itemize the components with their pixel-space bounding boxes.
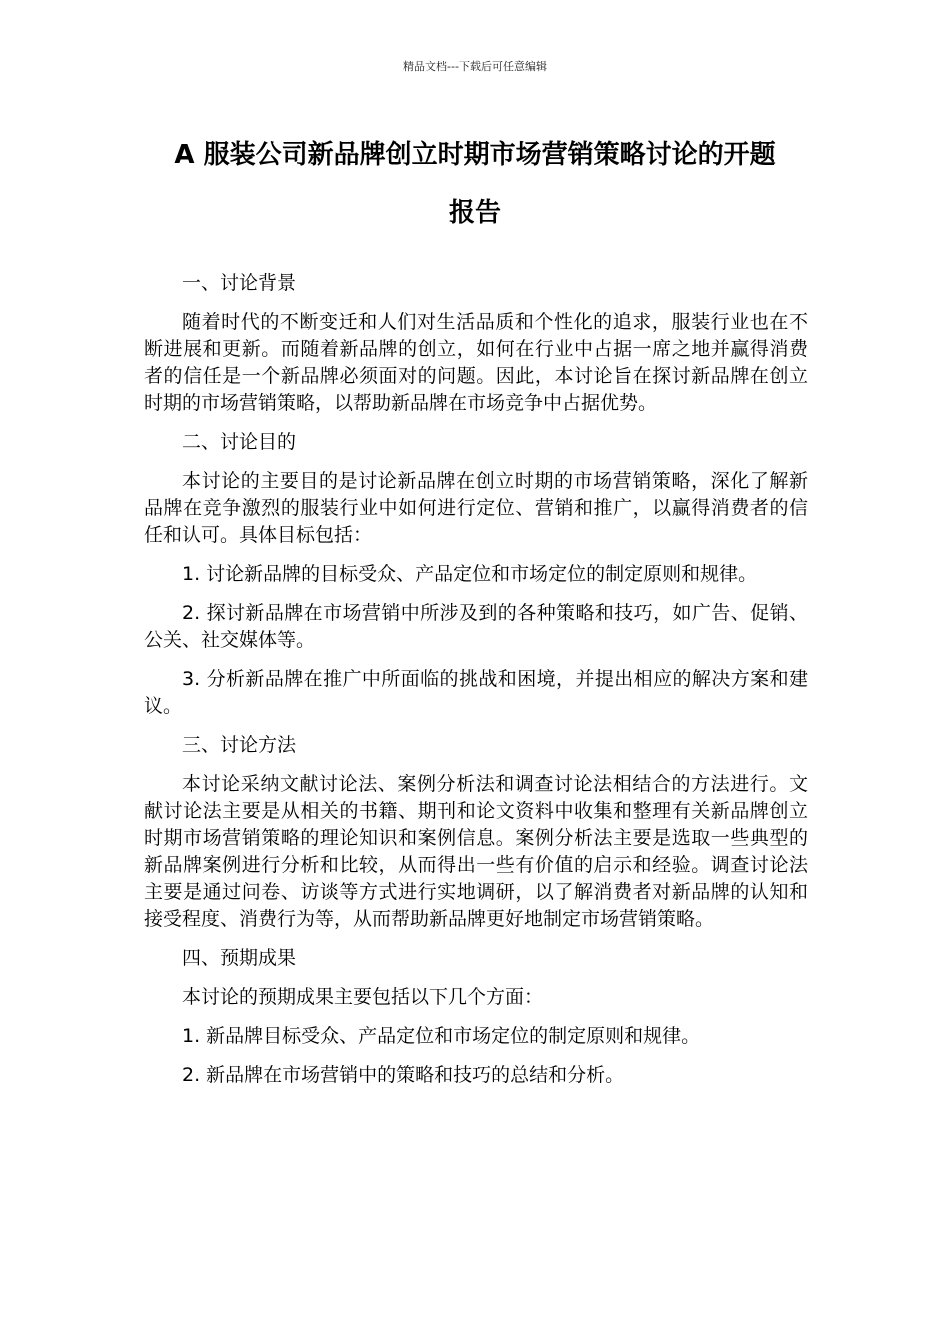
list-item-purpose-2: 2. 探讨新品牌在市场营销中所涉及到的各种策略和技巧，如广告、促销、公关、社交媒体等。: [144, 602, 808, 651]
list-item-outcome-1: 1. 新品牌目标受众、产品定位和市场定位的制定原则和规律。: [182, 1025, 701, 1047]
section-heading-method: 三、讨论方法: [182, 734, 297, 756]
section-heading-purpose: 二、讨论目的: [182, 431, 297, 453]
list-item-outcome-2: 2. 新品牌在市场营销中的策略和技巧的总结和分析。: [182, 1064, 625, 1086]
paragraph-method: 本讨论采纳文献讨论法、案例分析法和调查讨论法相结合的方法进行。文献讨论法主要是从相关的书籍、期刊和论文资料中收集和整理有关新品牌创立时期市场营销策略的理论知识和案例信息。案例分析法主要是选取一些典型的新品牌案例进行分析和比较，从而得出一些有价值的启示和经验。调查讨论法主要是通过问卷、访谈等方式进行实地调研，以了解消费者对新品牌的认知和接受程度、消费行为等，从而帮助新品牌更好地制定市场营销策略。: [144, 773, 808, 930]
list-item-purpose-3: 3. 分析新品牌在推广中所面临的挑战和困境，并提出相应的解决方案和建议。: [144, 668, 808, 717]
section-heading-background: 一、讨论背景: [182, 272, 297, 294]
paragraph-background: 随着时代的不断变迁和人们对生活品质和个性化的追求，服装行业也在不断进展和更新。而随着新品牌的创立，如何在行业中占据一席之地并赢得消费者的信任是一个新品牌必须面对的问题。因此，本讨论旨在探讨新品牌在创立时期的市场营销策略，以帮助新品牌在市场竞争中占据优势。: [144, 311, 808, 414]
paragraph-outcomes-intro: 本讨论的预期成果主要包括以下几个方面：: [182, 986, 544, 1008]
page-header-note: 精品文档---下载后可任意编辑: [403, 60, 547, 73]
document-title: [120, 126, 830, 242]
title-line-1: A 服装公司新品牌创立时期市场营销策略讨论的开题: [174, 140, 776, 170]
list-item-purpose-1: 1. 讨论新品牌的目标受众、产品定位和市场定位的制定原则和规律。: [182, 563, 758, 585]
section-heading-outcomes: 四、预期成果: [182, 947, 297, 969]
paragraph-purpose: 本讨论的主要目的是讨论新品牌在创立时期的市场营销策略，深化了解新品牌在竞争激烈的服装行业中如何进行定位、营销和推广，以赢得消费者的信任和认可。具体目标包括：: [144, 470, 808, 546]
document-body: [144, 270, 808, 1101]
title-line-2: 报告: [448, 198, 501, 228]
